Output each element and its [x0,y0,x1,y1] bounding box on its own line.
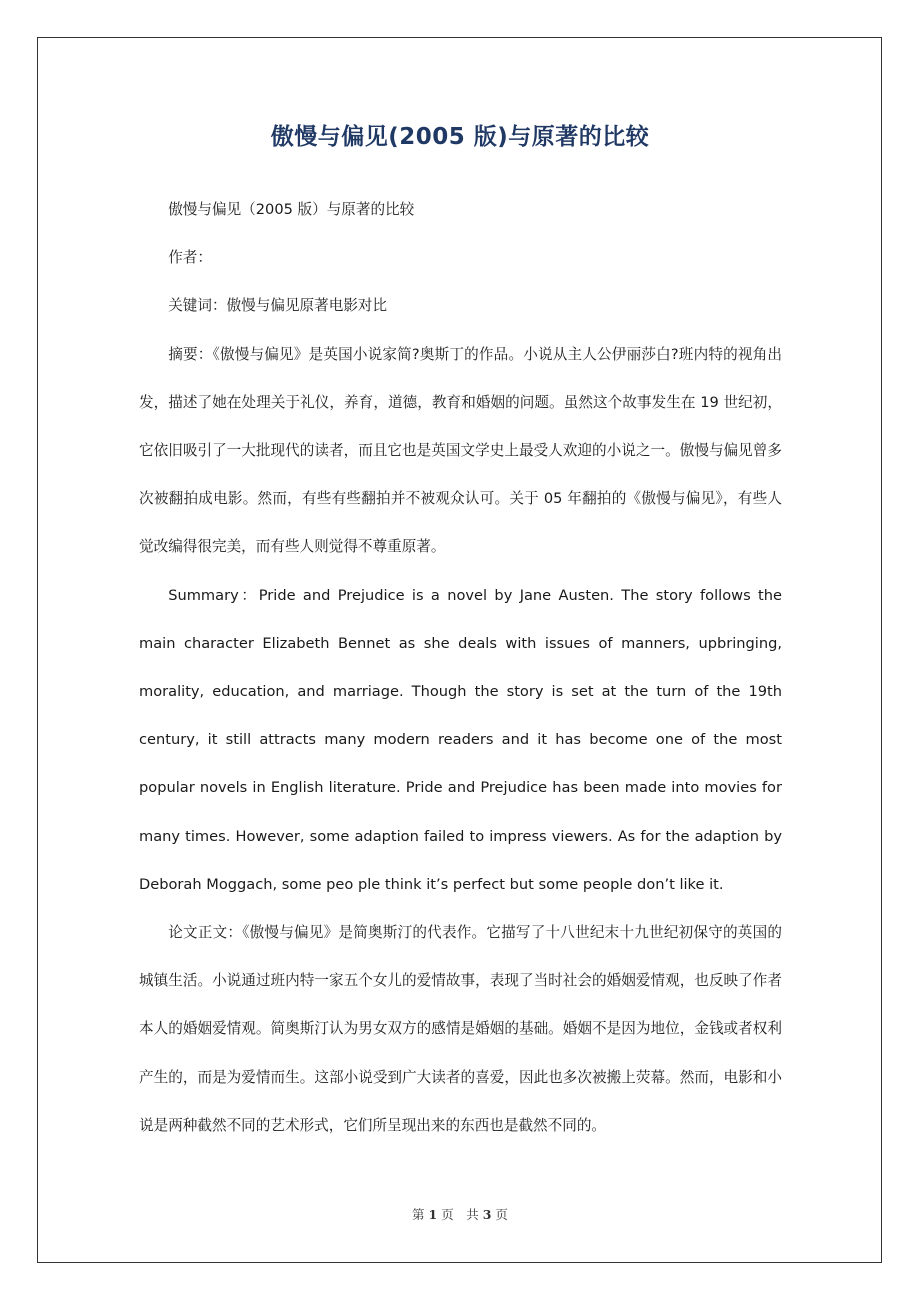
page-number-suffix: 页 [495,1207,508,1222]
page-footer [0,1205,920,1223]
document-body [139,186,782,1150]
summary-paragraph: Summary：Pride and Prejudice is a novel by Jane Austen. The story follows the main character Elizabeth Bennet as she deals with issues of manners, upbringing, morality, education, and marriage. Though the story is set at the turn of the 19th century, it still attracts many modern readers and it has become one of the most popular novels in English literature. Pride and Prejudice has been made into movies for many times. However, some adaption failed to impress viewers. As for the adaption by Deborah Moggach, some peo ple think it’s perfect but some people don’t like it. [139,586,782,893]
subtitle-paragraph: 傲慢与偏见（2005 版）与原著的比较 [168,201,415,218]
document-title: 傲慢与偏见(2005 版)与原著的比较 [270,124,650,150]
keywords-paragraph: 关键词：傲慢与偏见原著电影对比 [168,297,388,315]
author-paragraph: 作者： [168,249,212,267]
current-page-number: 1 [428,1207,438,1222]
page-number-prefix: 第 [412,1207,425,1222]
total-page-count: 3 [482,1207,492,1222]
body-paragraph: 论文正文：《傲慢与偏见》是简奥斯汀的代表作。它描写了十八世纪末十九世纪初保守的英国的城镇生活。小说通过班内特一家五个女儿的爱情故事，表现了当时社会的婚姻爱情观，也反映了作者本人的婚姻爱情观。简奥斯汀认为男女双方的感情是婚姻的基础。婚姻不是因为地位，金钱或者权利产生的，而是为爱情而生。这部小说受到广大读者的喜爱，因此也多次被搬上荧幕。然而，电影和小说是两种截然不同的艺术形式，它们所呈现出来的东西也是截然不同的。 [139,924,782,1134]
page-number-mid: 页 共 [441,1207,479,1222]
abstract-paragraph: 摘要：《傲慢与偏见》是英国小说家简?奥斯丁的作品。小说从主人公伊丽莎白?班内特的视角出发，描述了她在处理关于礼仪，养育，道德，教育和婚姻的问题。虽然这个故事发生在 19 世纪初，它依旧吸引了一大批现代的读者，而且它也是英国文学史上最受人欢迎的小说之一。傲慢与偏见曾多次被翻拍成电影。然而，有些有些翻拍并不被观众认可。关于 05 年翻拍的《傲慢与偏见》，有些人觉改编得很完美，而有些人则觉得不尊重原著。 [139,345,782,556]
